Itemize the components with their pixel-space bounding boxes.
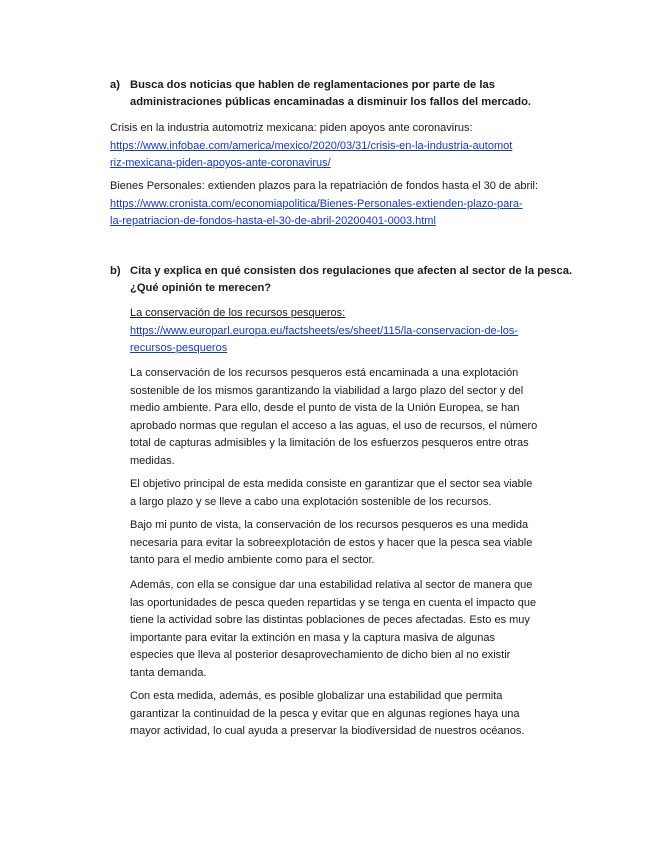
paragraph-5-line: garantizar la continuidad de la pesca y evitar que en algunas regiones haya una (130, 707, 520, 720)
news-item-2 (110, 178, 538, 231)
news-item-1-link-line-2[interactable]: riz-mexicana-piden-apoyos-ante-coronavirus/ (110, 157, 331, 169)
source-block (130, 305, 518, 358)
paragraph-4-line: las oportunidades de pesca queden repartidas y se tenga en cuenta el impacto que (130, 596, 537, 609)
paragraph-3-line: necesaria para evitar la sobreexplotación de estos y hacer que la pesca sea viable (130, 536, 533, 549)
paragraph-4-line: importante para evitar la extinción en masa y la captura masiva de algunas (130, 631, 496, 644)
paragraph-1 (130, 365, 537, 470)
question-b (110, 263, 600, 297)
paragraph-4-line: especies que lleva al posterior desaprovechamiento de dicho bien al no existir (130, 649, 511, 661)
news-item-1-title: Crisis en la industria automotriz mexicana: piden apoyos ante coronavirus: (110, 122, 473, 134)
question-a-line-2: administraciones públicas encaminadas a disminuir los fallos del mercado. (130, 96, 532, 108)
question-b-marker: b) (110, 265, 121, 277)
paragraph-3-line: Bajo mi punto de vista, la conservación de los recursos pesqueros es una medida (130, 519, 529, 531)
paragraph-1-line: aprobado normas que regulan el acceso a las aguas, el uso de recursos, el número (130, 419, 538, 432)
paragraph-3-line: tanto para el medio ambiente como para el sector. (130, 554, 375, 566)
question-a (110, 77, 600, 111)
paragraph-1-line: medio ambiente. Para ello, desde el punto de vista de la Unión Europea, se han (130, 402, 520, 414)
question-a-marker: a) (110, 79, 120, 91)
paragraph-1-line: total de capturas admisibles y la limitación de los esfuerzos pesqueros entre otras (130, 437, 529, 449)
paragraph-1-line: La conservación de los recursos pesqueros está encaminada a una explotación (130, 367, 519, 379)
news-item-1-link-line-1[interactable]: https://www.infobae.com/america/mexico/2020/03/31/crisis-en-la-industria-automot (110, 139, 513, 152)
paragraph-2 (130, 476, 532, 511)
source-link-line-1[interactable]: https://www.europarl.europa.eu/factsheets/es/sheet/115/la-conservacion-de-los- (130, 324, 519, 337)
paragraph-4-line: tanta demanda. (130, 666, 207, 679)
news-item-2-title: Bienes Personales: extienden plazos para la repatriación de fondos hasta el 30 de abril: (110, 180, 539, 192)
source-link-line-2[interactable]: recursos-pesqueros (130, 342, 228, 354)
question-a-line-1: Busca dos noticias que hablen de reglamentaciones por parte de las (130, 79, 495, 91)
news-item-2-link-line-2[interactable]: la-repatriacion-de-fondos-hasta-el-30-de-abril-20200401-0003.html (110, 215, 436, 227)
question-b-line-1: Cita y explica en qué consisten dos regulaciones que afecten al sector de la pesca. (130, 265, 573, 277)
paragraph-5-line: Con esta medida, además, es posible globalizar una estabilidad que permita (130, 690, 503, 702)
paragraph-3 (130, 517, 532, 570)
paragraph-4-line: tiene la actividad sobre las distintas poblaciones de peces afectadas. Esto es muy (130, 614, 530, 626)
news-item-2-link-line-1[interactable]: https://www.cronista.com/economiapolitica/Bienes-Personales-extienden-plazo-para- (110, 197, 523, 210)
paragraph-2-line: a largo plazo y se lleve a cabo una explotación sostenible de los recursos. (130, 495, 492, 508)
source-subtitle: La conservación de los recursos pesqueros: (130, 307, 346, 319)
news-item-1 (110, 120, 512, 173)
paragraph-1-line: medidas. (130, 454, 175, 467)
question-b-line-2: ¿Qué opinión te merecen? (130, 282, 272, 294)
paragraph-1-line: sostenible de los mismos garantizando la viabilidad a largo plazo del sector y del (130, 384, 524, 397)
paragraph-2-line: El objetivo principal de esta medida consiste en garantizar que el sector sea viable (130, 478, 533, 490)
paragraph-5 (130, 688, 524, 741)
paragraph-4-line: Además, con ella se consigue dar una estabilidad relativa al sector de manera que (130, 579, 533, 591)
paragraph-5-line: mayor actividad, lo cual ayuda a preservar la biodiversidad de nuestros océanos. (130, 725, 525, 737)
paragraph-4 (130, 577, 536, 682)
